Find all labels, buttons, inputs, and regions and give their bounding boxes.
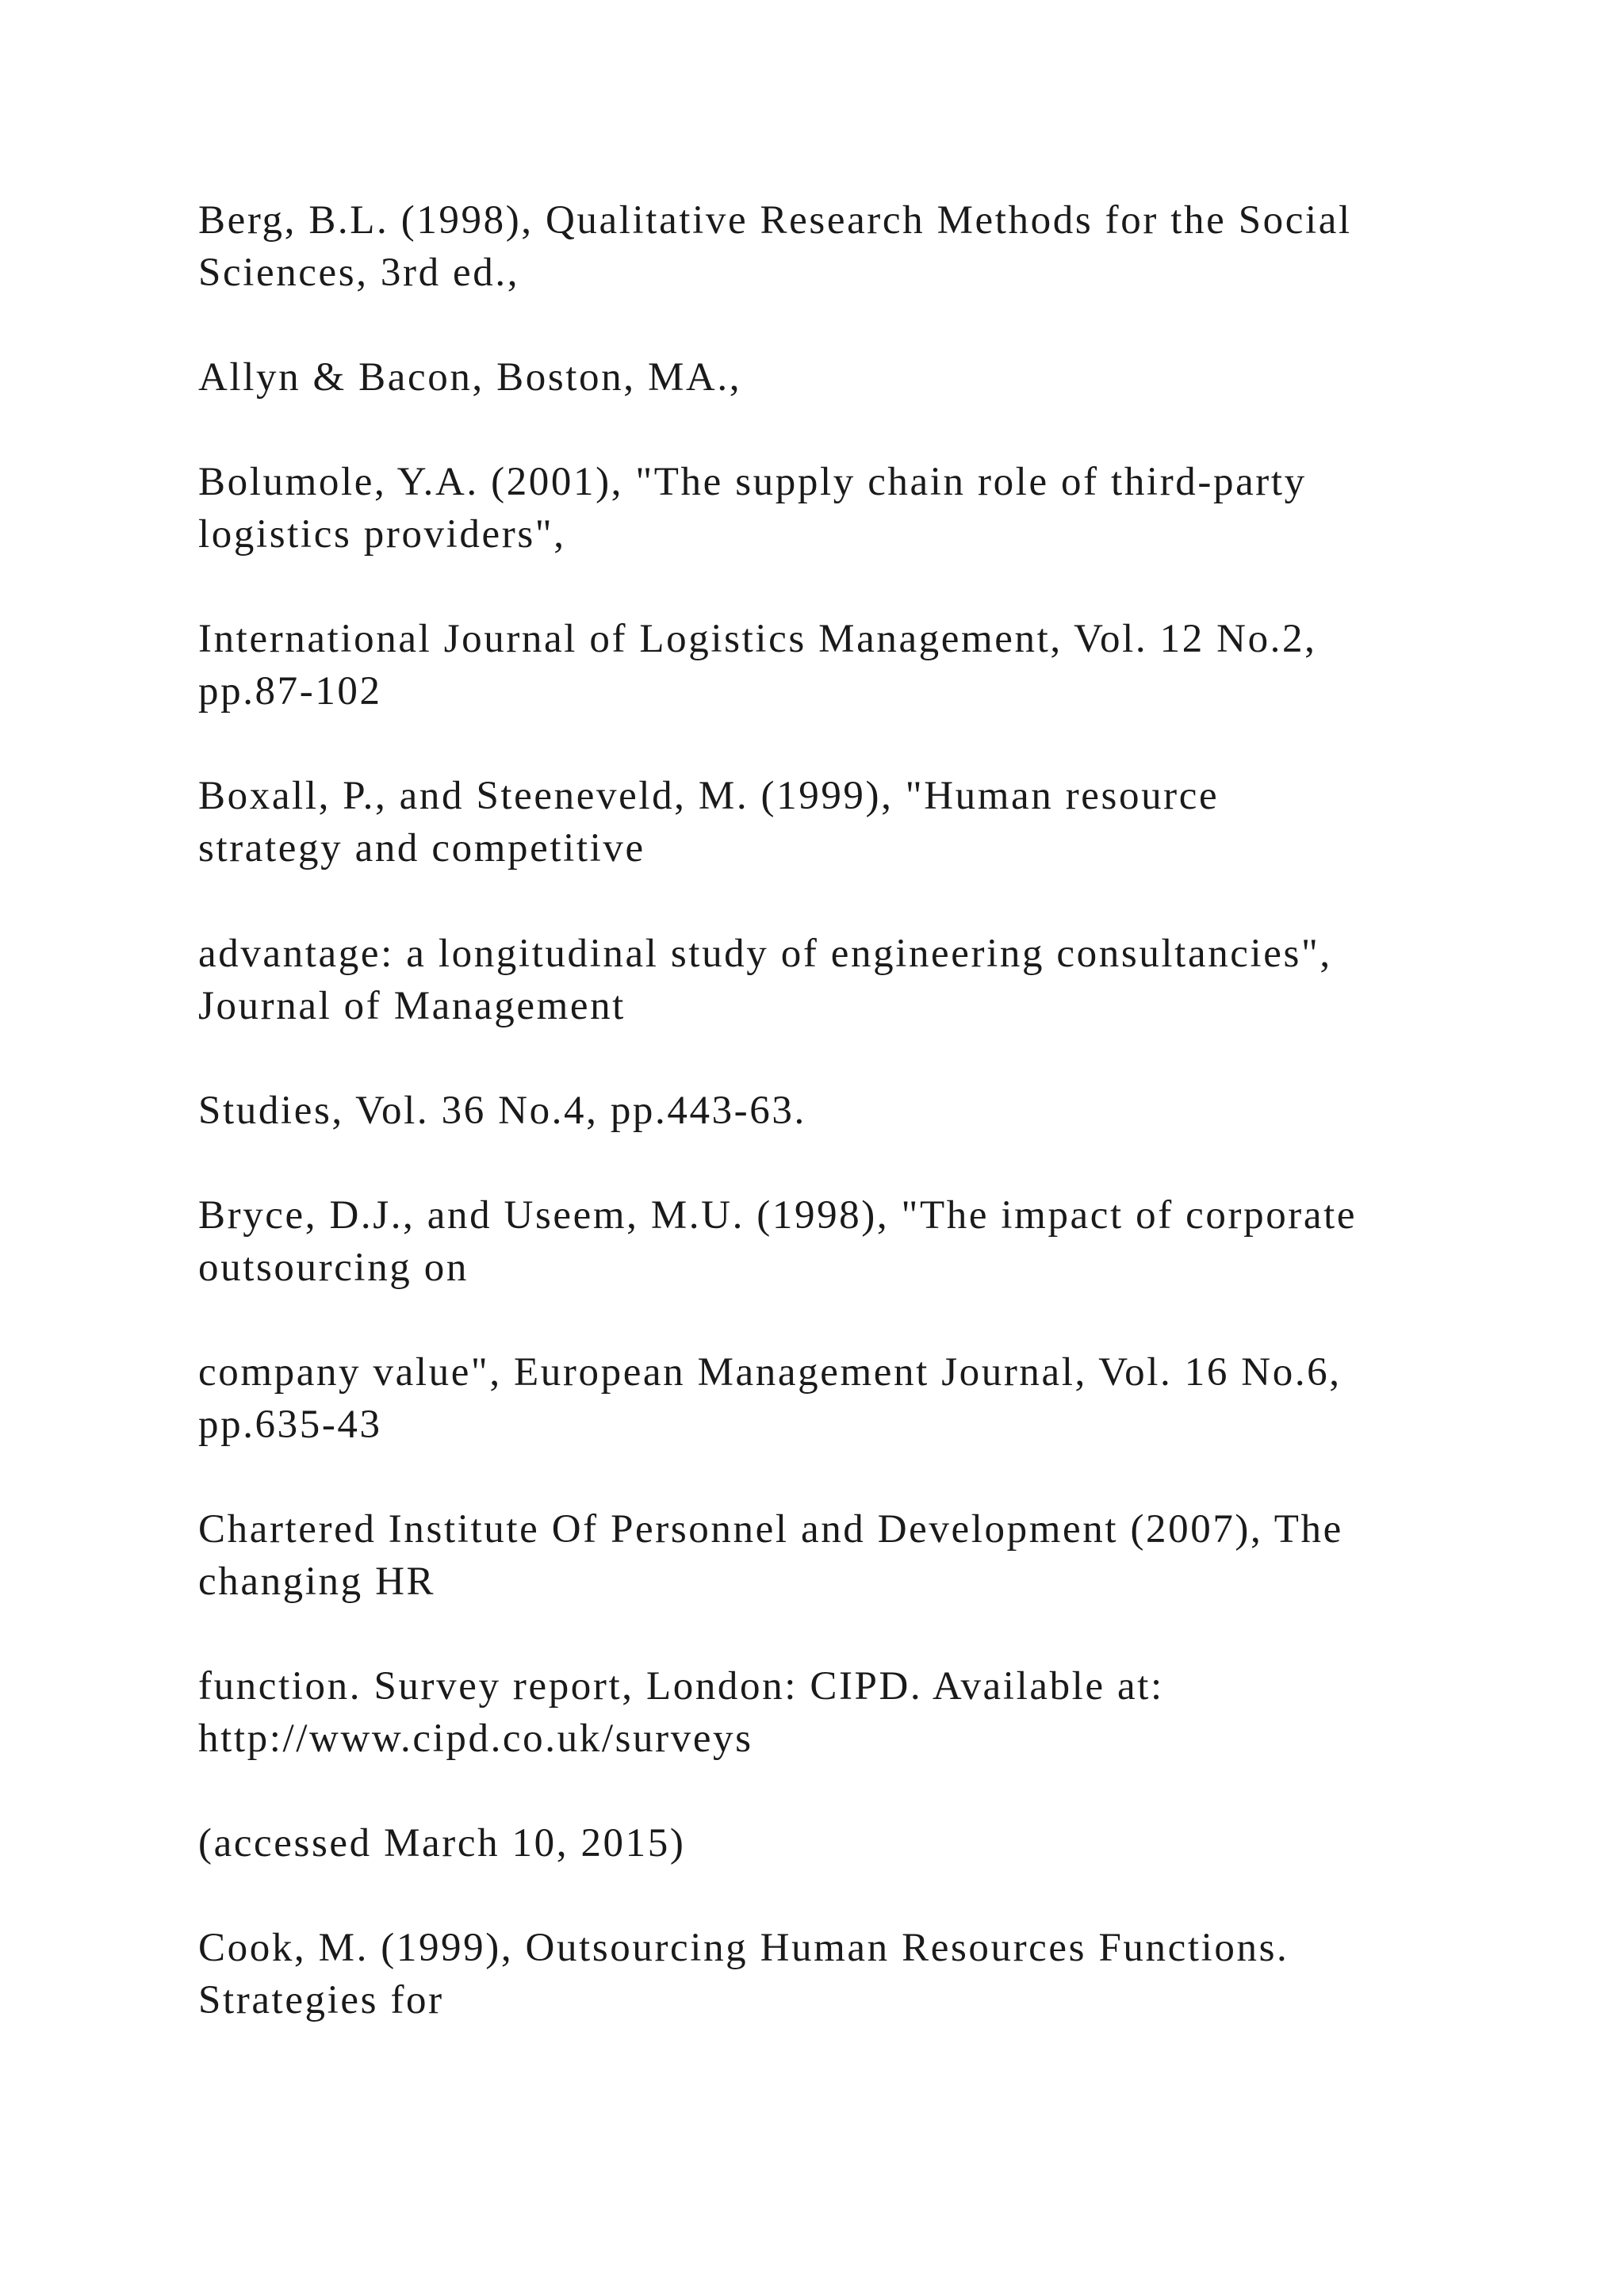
text-line: http://www.cipd.co.uk/surveys bbox=[198, 1716, 753, 1761]
reference-paragraph bbox=[198, 1922, 1435, 2026]
reference-paragraph bbox=[198, 194, 1435, 299]
reference-paragraph bbox=[198, 1346, 1435, 1451]
reference-paragraph bbox=[198, 770, 1435, 874]
text-line: Strategies for bbox=[198, 1978, 444, 2022]
text-line: strategy and competitive bbox=[198, 826, 645, 871]
reference-paragraph bbox=[198, 1817, 1435, 1869]
text-line: Bolumole, Y.A. (2001), "The supply chain role of third-party bbox=[198, 460, 1307, 504]
text-line: Bryce, D.J., and Useem, M.U. (1998), "The impact of corporate bbox=[198, 1193, 1358, 1238]
text-line: Sciences, 3rd ed., bbox=[198, 251, 520, 295]
text-line: (accessed March 10, 2015) bbox=[198, 1821, 686, 1866]
text-line: changing HR bbox=[198, 1559, 436, 1604]
text-line: function. Survey report, London: CIPD. Available at: bbox=[198, 1664, 1164, 1709]
reference-paragraph bbox=[198, 456, 1435, 561]
text-line: advantage: a longitudinal study of engineering consultancies", bbox=[198, 932, 1332, 976]
reference-paragraph bbox=[198, 1660, 1435, 1765]
text-line: Chartered Institute Of Personnel and Development (2007), The bbox=[198, 1507, 1343, 1552]
reference-paragraph bbox=[198, 928, 1435, 1032]
text-line: logistics providers", bbox=[198, 512, 566, 557]
text-line: pp.635-43 bbox=[198, 1402, 382, 1447]
text-line: company value", European Management Journal, Vol. 16 No.6, bbox=[198, 1350, 1342, 1395]
text-line: Journal of Management bbox=[198, 984, 626, 1028]
reference-paragraph bbox=[198, 613, 1435, 718]
text-line: Boxall, P., and Steeneveld, M. (1999), "Human resource bbox=[198, 774, 1220, 818]
text-line: Cook, M. (1999), Outsourcing Human Resources Functions. bbox=[198, 1926, 1289, 1970]
text-line: International Journal of Logistics Management, Vol. 12 No.2, bbox=[198, 617, 1317, 661]
reference-paragraph bbox=[198, 1189, 1435, 1294]
reference-paragraph bbox=[198, 1085, 1435, 1137]
text-line: outsourcing on bbox=[198, 1246, 469, 1290]
text-line: Allyn & Bacon, Boston, MA., bbox=[198, 355, 742, 400]
reference-paragraph bbox=[198, 351, 1435, 404]
text-line: Berg, B.L. (1998), Qualitative Research Methods for the Social bbox=[198, 198, 1352, 243]
text-line: Studies, Vol. 36 No.4, pp.443-63. bbox=[198, 1089, 806, 1133]
text-line: pp.87-102 bbox=[198, 669, 382, 714]
reference-paragraph bbox=[198, 1503, 1435, 1608]
